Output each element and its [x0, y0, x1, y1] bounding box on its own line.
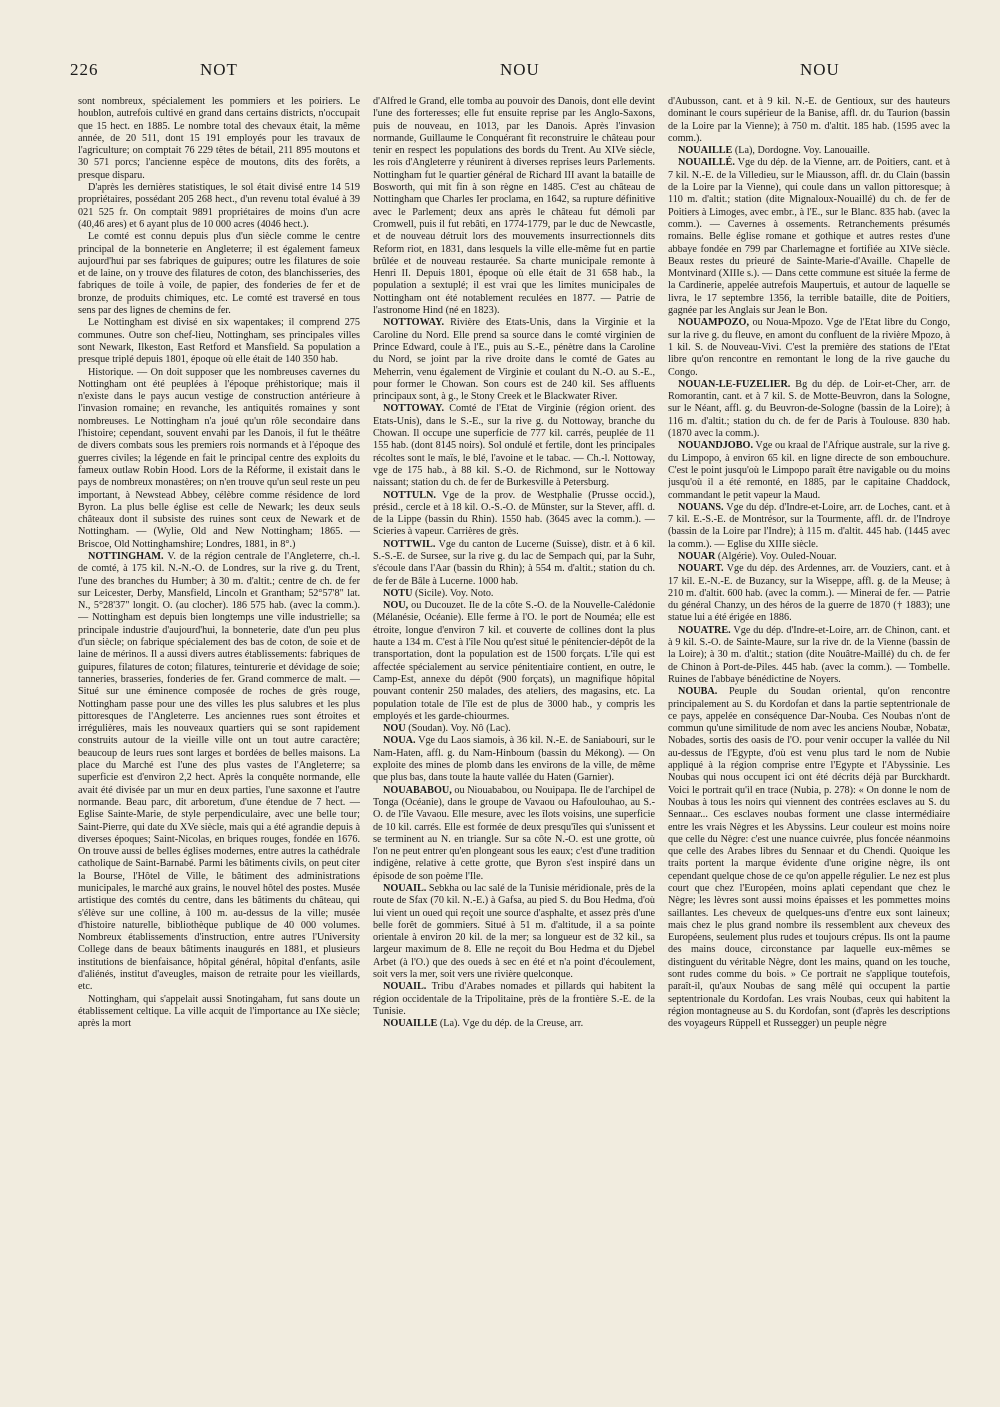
paragraph — [78, 96, 360, 182]
entry-text: (Algérie). Voy. Ouled-Nouar. — [715, 550, 837, 562]
entry-headword: NOUAR — [678, 550, 716, 562]
entry-headword: NOTTOWAY. — [383, 317, 445, 329]
entry-text: (Soudan). Voy. Nô (Lac). — [405, 723, 511, 735]
entry-headword: NOUABABOU, — [383, 784, 452, 796]
entry-headword: NOTTOWAY. — [383, 403, 445, 415]
entry-text: Vge du Laos siamois, à 36 kil. N.-E. de Saniabouri, sur le Nam-Haten, affl. g. du Nam-Hinboum (bassin du Mékong). — On exploite des mines de plomb dans les environs de la ville, de même que plus bas, dans toute la haute vallée du Haten (Garnier). — [373, 735, 655, 784]
entry-headword: NOTU — [383, 587, 413, 599]
entry-headword: NOUA. — [383, 735, 416, 747]
entry-headword: NOTTWIL. — [383, 538, 436, 550]
entry-text: d'Aubusson, cant. et à 9 kil. N.-E. de Gentioux, sur des hauteurs dominant le cours supérieur de la Banise, affl. dr. du Taurion (bassin de la Loire par la Vienne); à 750 m. d'altit. 185 hab. (1595 avec la comm.). — [668, 96, 950, 144]
dictionary-entry — [668, 625, 950, 686]
paragraph — [78, 317, 360, 366]
dictionary-entry — [668, 502, 950, 551]
dictionary-entry — [373, 785, 655, 883]
entry-headword: NOU, — [383, 600, 409, 612]
dictionary-entry — [373, 735, 655, 784]
entry-text: Vge du dép. d'Indre-et-Loire, arr. de Chinon, cant. et à 9 kil. S.-O. de Sainte-Maure, sur la rive dr. de la Vienne (bassin de la Loire); à 30 m. d'altit.; station (dite Nouâtre-Maillé) du ch. de fer de Chinon à Port-de-Piles. 445 hab. (avec la comm.). — Tombelle. Ruines de l'abbaye bénédictine de Noyers. — [668, 624, 950, 685]
entry-text: (Sicile). Voy. Noto. — [412, 587, 494, 599]
entry-text: Vge du dép. d'Indre-et-Loire, arr. de Loches, cant. et à 7 kil. E.-S.-E. de Montrésor, sur la Tourmente, affl. dr. de l'Indroye (bassin de la Loire par l'Indre); à 115 m. d'altit. 445 hab. (1445 avec la comm.). — Eglise du XIIIe siècle. — [668, 501, 950, 550]
entry-headword: NOUAILLE — [678, 145, 733, 157]
dictionary-entry — [668, 686, 950, 1030]
dictionary-entry — [668, 440, 950, 501]
entry-text: Le comté est connu depuis plus d'un siècle comme le centre principal de la bonneterie en Angleterre; il est également fameux aujourd'hui par ses fabriques de guipures; outre les filatures de soie et de laine, on y trouve des filatures de coton, des blanchisseries, des fabriques de toile à voile, de papier, des fonderies de fer et de bronze, de produits chimiques, etc. Le comté est traversé en tous sens par des lignes de chemins de fer. — [78, 231, 360, 317]
entry-text: (La). Vge du dép. de la Creuse, arr. — [437, 1018, 584, 1030]
entry-text: Rivière des Etats-Unis, dans la Virginie et la Caroline du Nord. Elle prend sa source dans le comté virginien de Prince Edward, coule à l'E., puis au S.-E., pénètre dans la Caroline du Nord, se joint par la rive droite dans le comté de Gates au Meherrin, venu également de Virginie et coulant du N.-O. au S.-E., pour former le Chowan. Son cours est de 240 kil. Ses affluents principaux sont, à g., le Stony Creek et le Blackwater River. — [373, 317, 655, 403]
entry-text: sont nombreux, spécialement les pommiers et les poiriers. Le houblon, autrefois cultivé en grand dans certains districts, n'occupait que 15 hect. en 1885. Le nombre total des chevaux était, la même année, de 20 511, dont 15 191 employés pour les travaux de l'agriculture; on comptait 76 229 têtes de bétail, 211 895 moutons et 30 571 porcs; l'ancienne espèce de moutons, dits des forêts, a presque disparu. — [78, 96, 360, 181]
dictionary-entry — [668, 379, 950, 440]
entry-text: Comté de l'Etat de Virginie (région orient. des Etats-Unis), dans le S.-E., sur la rive g. du Nottoway, branche du Chowan. Il occupe une superficie de 777 kil. carrés, peuplée de 11 155 hab. (dont 8145 noirs). Sol ondulé et fertile, dont les principales récoltes sont le maïs, le blé, l'avoine et le tabac. — Ch.-l. Nottoway, vge de 175 hab., à 88 kil. S.-O. de Richmond, sur le Nottoway naissant; station du ch. de fer de Burkesville à Petersburg. — [373, 403, 655, 489]
entry-headword: NOUAN-LE-FUZELIER. — [678, 378, 791, 390]
dictionary-entry — [373, 539, 655, 588]
dictionary-entry — [668, 145, 950, 157]
entry-headword: NOUAILLE — [383, 1018, 438, 1030]
entry-text: (La), Dordogne. Voy. Lanouaille. — [732, 145, 870, 157]
text-column-middle — [373, 96, 655, 1386]
entry-text: d'Alfred le Grand, elle tomba au pouvoir des Danois, dont elle devint l'une des forteresses; elle fut ensuite reprise par les Anglo-Saxons, puis de nouveau, en 1013, par les Danois. Après l'invasion normande, Guillaume le Conquérant fit reconstruire le château pour tenir en respect les populations des bords du Trent. Au XIVe siècle, les rois d'Angleterre y réunirent à diverses reprises leurs Parlements. Nottingham fut le quartier général de Richard III avant la bataille de Bosworth, qui mit fin à son règne en 1485. C'est au château de Nottingham que Charles Ier proclama, en 1642, sa rupture définitive avec le Parlement; deux ans après le château fut démoli par Cromwell, puis il fut rebâti, en 1774-1779, par le duc de Newcastle, et de nouveau détruit lors des mouvements insurrectionnels dits Reform riot, en 1831, dans lesquels la ville elle-même fut en partie brûlée et de nouveau restaurée. Sa charte municipale remonte à Henri II. Depuis 1801, époque où elle était de 31 658 hab., la population a sextuplé; il est vrai que les limites municipales de Nottingham ont été notablement reculées en 1877. — Patrie de l'astronome Hind (né en 1823). — [373, 96, 655, 317]
entry-headword: NOUAILLÉ. — [678, 157, 735, 169]
entry-text: Historique. — On doit supposer que les nombreuses cavernes du Nottingham ont été peuplées à l'époque préhistorique; mais il n'existe dans le pays aucun vestige de construction antérieure à l'invasion romaine; en revanche, les antiquités romaines y sont nombreuses. Le Nottingham n'a joué qu'un rôle secondaire dans l'histoire; cependant, souvent envahi par les Danois, il fut le théâtre de divers combats sous les premiers rois normands et à l'époque des guerres civiles; la légende en fait le principal centre des exploits du fameux outlaw Robin Hood. Lors de la Réforme, il existait dans le pays de nombreux monastères; on n'en trouve qu'un seul reste un peu important, à Newstead Abbey, célèbre comme résidence de lord Byron. La plus belle église est celle de Newark; les deux seuls châteaux dont il subsiste des ruines sont ceux de Newark et de Nottingham. — (Wylie, Old and New Nottingham; 1865. — Briscoe, Old Nottinghamshire; Londres, 1881, in 8°.) — [78, 366, 360, 550]
text-column-left — [78, 96, 360, 1386]
entry-headword: NOUAIL. — [383, 883, 427, 894]
entry-text: ou Niouababou, ou Nouipapa. Ile de l'archipel de Tonga (Océanie), dans le groupe de Vavaou ou Hafoulouhao, au S.-O. de l'île Vavaou. Elle mesure, avec les îlots voisins, une superficie de 10 kil. carrés. Elle est formée de deux presqu'îles qui s'unissent et se terminent au N. en triangle. Sur sa côte N.-O. est une grotte, où l'on ne peut entrer qu'en plongeant sous les eaux; c'est d'une tradition indigène, relative à cette grotte, que Byron s'est inspiré dans un épisode de son poème l'Ile. — [373, 784, 655, 882]
entry-text: Bg du dép. de Loir-et-Cher, arr. de Romorantin, cant. et à 7 kil. S. de Motte-Beuvron, dans la Sologne, sur le Néant, affl. g. du Beuvron-de-Sologne (bassin de la Loire); à 116 m. d'altit.; station du ch. de fer de Paris à Toulouse. 830 hab. (1870 avec la comm.). — [668, 378, 950, 440]
middle-running-head: NOU — [500, 60, 540, 79]
entry-text: Vge du dép. de la Vienne, arr. de Poitiers, cant. et à 7 kil. N.-E. de la Villedieu, sur le Miausson, affl. dr. du Clain (bassin de la Loire par la Vienne), qui coule dans un vallon pittoresque; à 110 m. d'altit.; station (dite Mignaloux-Nouaillé) du ch. de fer de Poitiers à Limoges, avec embr., à l'E., sur le Blanc. 835 hab. (avec la comm.). — Cavernes à ossements. Retranchements présumés romains. Belle église romane et gothique et autres restes d'une abbaye fondée en 799 par Charlemagne et fortifiée au XIVe siècle. Beaux restes du prieuré de Sainte-Marie-d'Availle. Chapelle de Montvinard (XIIIe s.). — Dans cette commune est située la ferme de la Cardinerie, appelée autrefois Maupertuis, et autour de laquelle se livra, le 17 septembre 1356, la terrible bataille, dite de Poitiers, gagnée par les Anglais sur Jean le Bon. — [668, 157, 950, 317]
dictionary-entry — [668, 157, 950, 317]
dictionary-entry — [668, 563, 950, 624]
entry-headword: NOTTINGHAM. — [88, 550, 164, 562]
page-number: 226 — [70, 60, 99, 79]
paragraph — [373, 96, 655, 317]
entry-text: Peuple du Soudan oriental, qu'on rencontre principalement au S. du Kordofan et dans la partie septentrionale de ce pays, appelée en conséquence Dar-Nouba. Ces Noubas n'ont de commun qu'une similitude de nom avec les anciens Noubæ, Nobatæ, Nobades, sortis des oasis de l'O. pour venir occuper la vallée du Nil au-dessus de l'Egypte, d'où est venu plus tard le nom de Nubie appliqué à la région comprise entre l'Egypte et l'Abyssinie. Les Noubas qui nous occupent ici ont été décrits déjà par Burckhardt. Voici le portrait qu'il en trace (Nubia, p. 278): « On donne le nom de Noubas à tous les noirs qui viennent des contrées esclaves au S. du Sennaar... Ces esclaves noubas forment une classe intermédiaire entre les vrais Nègres et les Abyssins. Leur couleur est moins noire que celle du Nègre: c'est une nuance cuivrée, plus foncée néanmoins que celle des Arabes libres du Sennaar et du Chendi. Quoique les traits portent la marque évidente d'une origine nègre, ils ont cependant quelque chose de ce qu'on appelle régulier. Le nez est plus court que chez l'Européen, moins aplati cependant que chez le Nègre; les lèvres sont aussi moins épaisses et les pommettes moins saillantes. Les cheveux de quelques-uns d'entre eux sont laineux; mais chez le plus grand nombre ils ressemblent aux cheveux des Européens, seulement plus rudes et toujours crépus. Ils ont la paume des mains douce, circonstance par laquelle eux-mêmes se distinguent du véritable Nègre, dont les mains, quand on les touche, sont rudes comme du bois. » Ce portrait ne s'applique toutefois, paraît-il, qu'aux Noubas de sang mêlé qui occupent la partie septentrionale du Kordofan. Les vrais Noubas, ceux qui habitent la région montagneuse au S. du Kordofan, sont (d'après les descriptions des voyageurs Rüppell et Russegger) un peuple nègre — [668, 686, 950, 1030]
entry-headword: NOUANS. — [678, 501, 724, 513]
entry-text: Vge du dép. des Ardennes, arr. de Vouziers, cant. et à 17 kil. E.-N.-E. de Buzancy, sur la Wiseppe, affl. g. de la Meuse; à 210 m. d'altit. 600 hab. (avec la comm.). — Minerai de fer. — Patrie du général Chanzy, un des héros de la guerre de 1870 († 1883); une statue lui a été érigée en 1886. — [668, 563, 950, 624]
entry-headword: NOUATRE. — [678, 624, 731, 636]
dictionary-entry — [373, 403, 655, 489]
dictionary-entry — [373, 723, 655, 735]
entry-text: V. de la région centrale de l'Angleterre, ch.-l. de comté, à 175 kil. N.-N.-O. de Londres, sur la rive g. du Trent, l'une des branches du Humber; à 30 m. d'altit.; centre de ch. de fer sur Leicester, Derby, Mansfield, Lincoln et Grantham; 52°57'8" lat. N., 5°28'37" longit. O. (au clocher). 186 575 hab. (avec la comm.). — Nottingham est depuis bien longtemps une ville industrielle; sa principale industrie d'aujourd'hui, la bonneterie, date d'un peu plus d'un siècle; on fabrique spécialement des bas de coton, de soie et de laine de mérinos. Il a aussi divers autres établissements: fabriques de guipures, filatures de coton; filatures, teinturerie et dévidage de soie; tanneries, brasseries, fonderies de fer. Grand commerce de malt. — Situé sur une éminence composée de roches de grès rouge, Nottingham passe pour une des villes les plus salubres et les plus pittoresques de l'Angleterre. Les anciennes rues sont étroites et irrégulières, mais les nouveaux quartiers qui se sont rapidement construits autour de la vieille ville ont un tout autre caractère; beaucoup de leurs rues sont larges et bordées de belles maisons. La place du Marché est l'une des plus vastes de l'Angleterre; sa superficie est d'environ 2,2 hect. Après la conquête normande, elle avait été divisée par un mur en deux parties, l'une saxonne et l'autre normande. Beau parc, dit arboretum, d'une étendue de 7 hect. — Eglise Sainte-Marie, de style perpendiculaire, avec une belle tour; Saint-Pierre, qui date du XVe siècle, mais qui a été agrandie depuis à diverses époques; Saint-Nicolas, en briques rouges, fondée en 1676. On trouve aussi de belles églises modernes, entre autres la cathédrale catholique de Saint-Barnabé. Parmi les bâtiments civils, on peut citer la Bourse, l'Hôtel de Ville, le bâtiment des administrations municipales, le marché aux grains, le nouvel hôtel des postes. Musée artistique des comtés du centre, dans les bâtiments du château, qui s'élève sur une colline, à 100 m. au-dessus de la ville; musée d'histoire naturelle, bibliothèque publique de 40 000 volumes. Nombreux établissements d'instruction, entre autres l'University College dans de beaux bâtiments inaugurés en 1881, et plusieurs institutions de bienfaisance, hôpital général, hôpital d'enfants, asile d'aliénés, institut d'aveugles, maison de retraite pour les vieillards, etc. — [78, 550, 360, 993]
entry-headword: NOUAMPOZO, — [678, 317, 750, 329]
paragraph — [78, 994, 360, 1031]
entry-text: D'après les dernières statistiques, le sol était divisé entre 14 519 propriétaires, possédant 205 268 hect., d'un revenu total évalué à 39 021 525 fr. On comptait 9891 propriétaires de moins d'un acre (40,46 ares) et 6 ayant plus de 10 000 acres (4046 hect.). — [78, 182, 360, 230]
paragraph — [78, 367, 360, 551]
dictionary-entry — [373, 981, 655, 1018]
entry-headword: NOU — [383, 723, 406, 735]
running-header — [70, 60, 940, 90]
dictionary-entry — [373, 588, 655, 600]
text-column-right — [668, 96, 950, 1386]
dictionary-entry — [668, 551, 950, 563]
entry-text: Vge ou kraal de l'Afrique australe, sur la rive g. du Limpopo, à environ 65 kil. en ligne directe de son embouchure. C'est le point jusqu'où le Limpopo paraît être navigable ou du moins jusqu'où il a été remonté, en 1885, par le capitaine Chaddock, commandant le petit vapeur la Maud. — [668, 440, 950, 501]
entry-text: ou Ducouzet. Ile de la côte S.-O. de la Nouvelle-Calédonie (Mélanésie, Océanie). Elle ferme à l'O. le port de Nouméa; elle est étroite, longue d'environ 7 kil. et couverte de collines dont la plus haute a 134 m. C'est à l'île Nou qu'est situé le pénitencier-dépôt de la transportation, dont la population est de 1500 forçats. L'île qui est affectée spécialement au service pénitentiaire contient, en outre, le Camp-Est, annexe du dépôt (900 forçats), un magnifique hôpital pouvant contenir 250 malades, des ateliers, des magasins, etc. La population totale de l'île est de plus de 3000 hab., y compris les employés et les garde-chiourmes. — [373, 600, 655, 722]
entry-text: Vge de la prov. de Westphalie (Prusse occid.), présid., cercle et à 18 kil. O.-S.-O. de Münster, sur la Stever, affl. d. de la Lippe (bassin du Rhin). 1550 hab. (3645 avec la comm.). — Scieries à vapeur. Carrières de grès. — [373, 489, 655, 538]
dictionary-entry — [78, 551, 360, 994]
dictionary-entry — [373, 600, 655, 723]
entry-text: Sebkha ou lac salé de la Tunisie méridionale, près de la route de Sfax (70 kil. N.-E.) à Gafsa, au pied S. du Bou Hedma, d'où lui vient un oued qui reçoit une source d'asphalte, et assez près d'une belle forêt de gommiers. Situé à 51 m. d'altitude, il a sa pointe orientale à environ 20 kil. de la mer; sa longueur est de 32 kil., sa largeur maximum de 8. Elle ne reçoit du Bou Hedma et du Djebel Arbet (à l'O.) que des oueds à sec en été et n'a point d'écoulement, soit vers la mer, soit vers une rivière quelconque. — [373, 883, 655, 981]
entry-headword: NOUAIL. — [383, 981, 427, 993]
entry-headword: NOUBA. — [678, 686, 718, 698]
dictionary-entry — [668, 317, 950, 378]
dictionary-entry — [373, 883, 655, 981]
entry-text: Tribu d'Arabes nomades et pillards qui habitent la région occidentale de la Tripolitaine, près de la frontière S.-E. de la Tunisie. — [373, 981, 655, 1017]
paragraph — [78, 231, 360, 317]
entry-headword: NOTTULN. — [383, 489, 436, 501]
paragraph — [78, 182, 360, 231]
entry-text: ou Noua-Mpozo. Vge de l'Etat libre du Congo, sur la rive g. du fleuve, en amont du confluent de la rivière Mpozo, à 1 kil. S. de Nouveau-Vivi. C'est la première des stations de l'Etat libre qu'on rencontre en remontant le long de la rive gauche du Congo. — [668, 317, 950, 378]
dictionary-entry — [373, 317, 655, 403]
entry-text: Vge du canton de Lucerne (Suisse), distr. et à 6 kil. S.-S.-E. de Sursee, sur la rive g. du lac de Sempach qui, par la Suhr, s'écoule dans l'Aar (bassin du Rhin); à 554 m. d'altit.; station du ch. de fer de Bâle à Lucerne. 1000 hab. — [373, 538, 655, 587]
entry-text: Nottingham, qui s'appelait aussi Snotingaham, fut sans doute un établissement celtique. La ville acquit de l'importance au IXe siècle; après la mort — [78, 993, 360, 1030]
entry-text: Le Nottingham est divisé en six wapentakes; il comprend 275 communes. Outre son chef-lieu, Nottingham, ses principales villes sont Newark, Ilkeston, East Retford et Mansfield. Sa population a presque triplé depuis 1801, époque où elle était de 140 350 hab. — [78, 317, 360, 366]
left-running-head: NOT — [200, 60, 238, 79]
dictionary-entry — [373, 1018, 655, 1030]
entry-headword: NOUART. — [678, 563, 724, 575]
right-running-head: NOU — [800, 60, 840, 79]
entry-headword: NOUANDJOBO. — [678, 440, 753, 452]
paragraph — [668, 96, 950, 145]
dictionary-entry — [373, 490, 655, 539]
